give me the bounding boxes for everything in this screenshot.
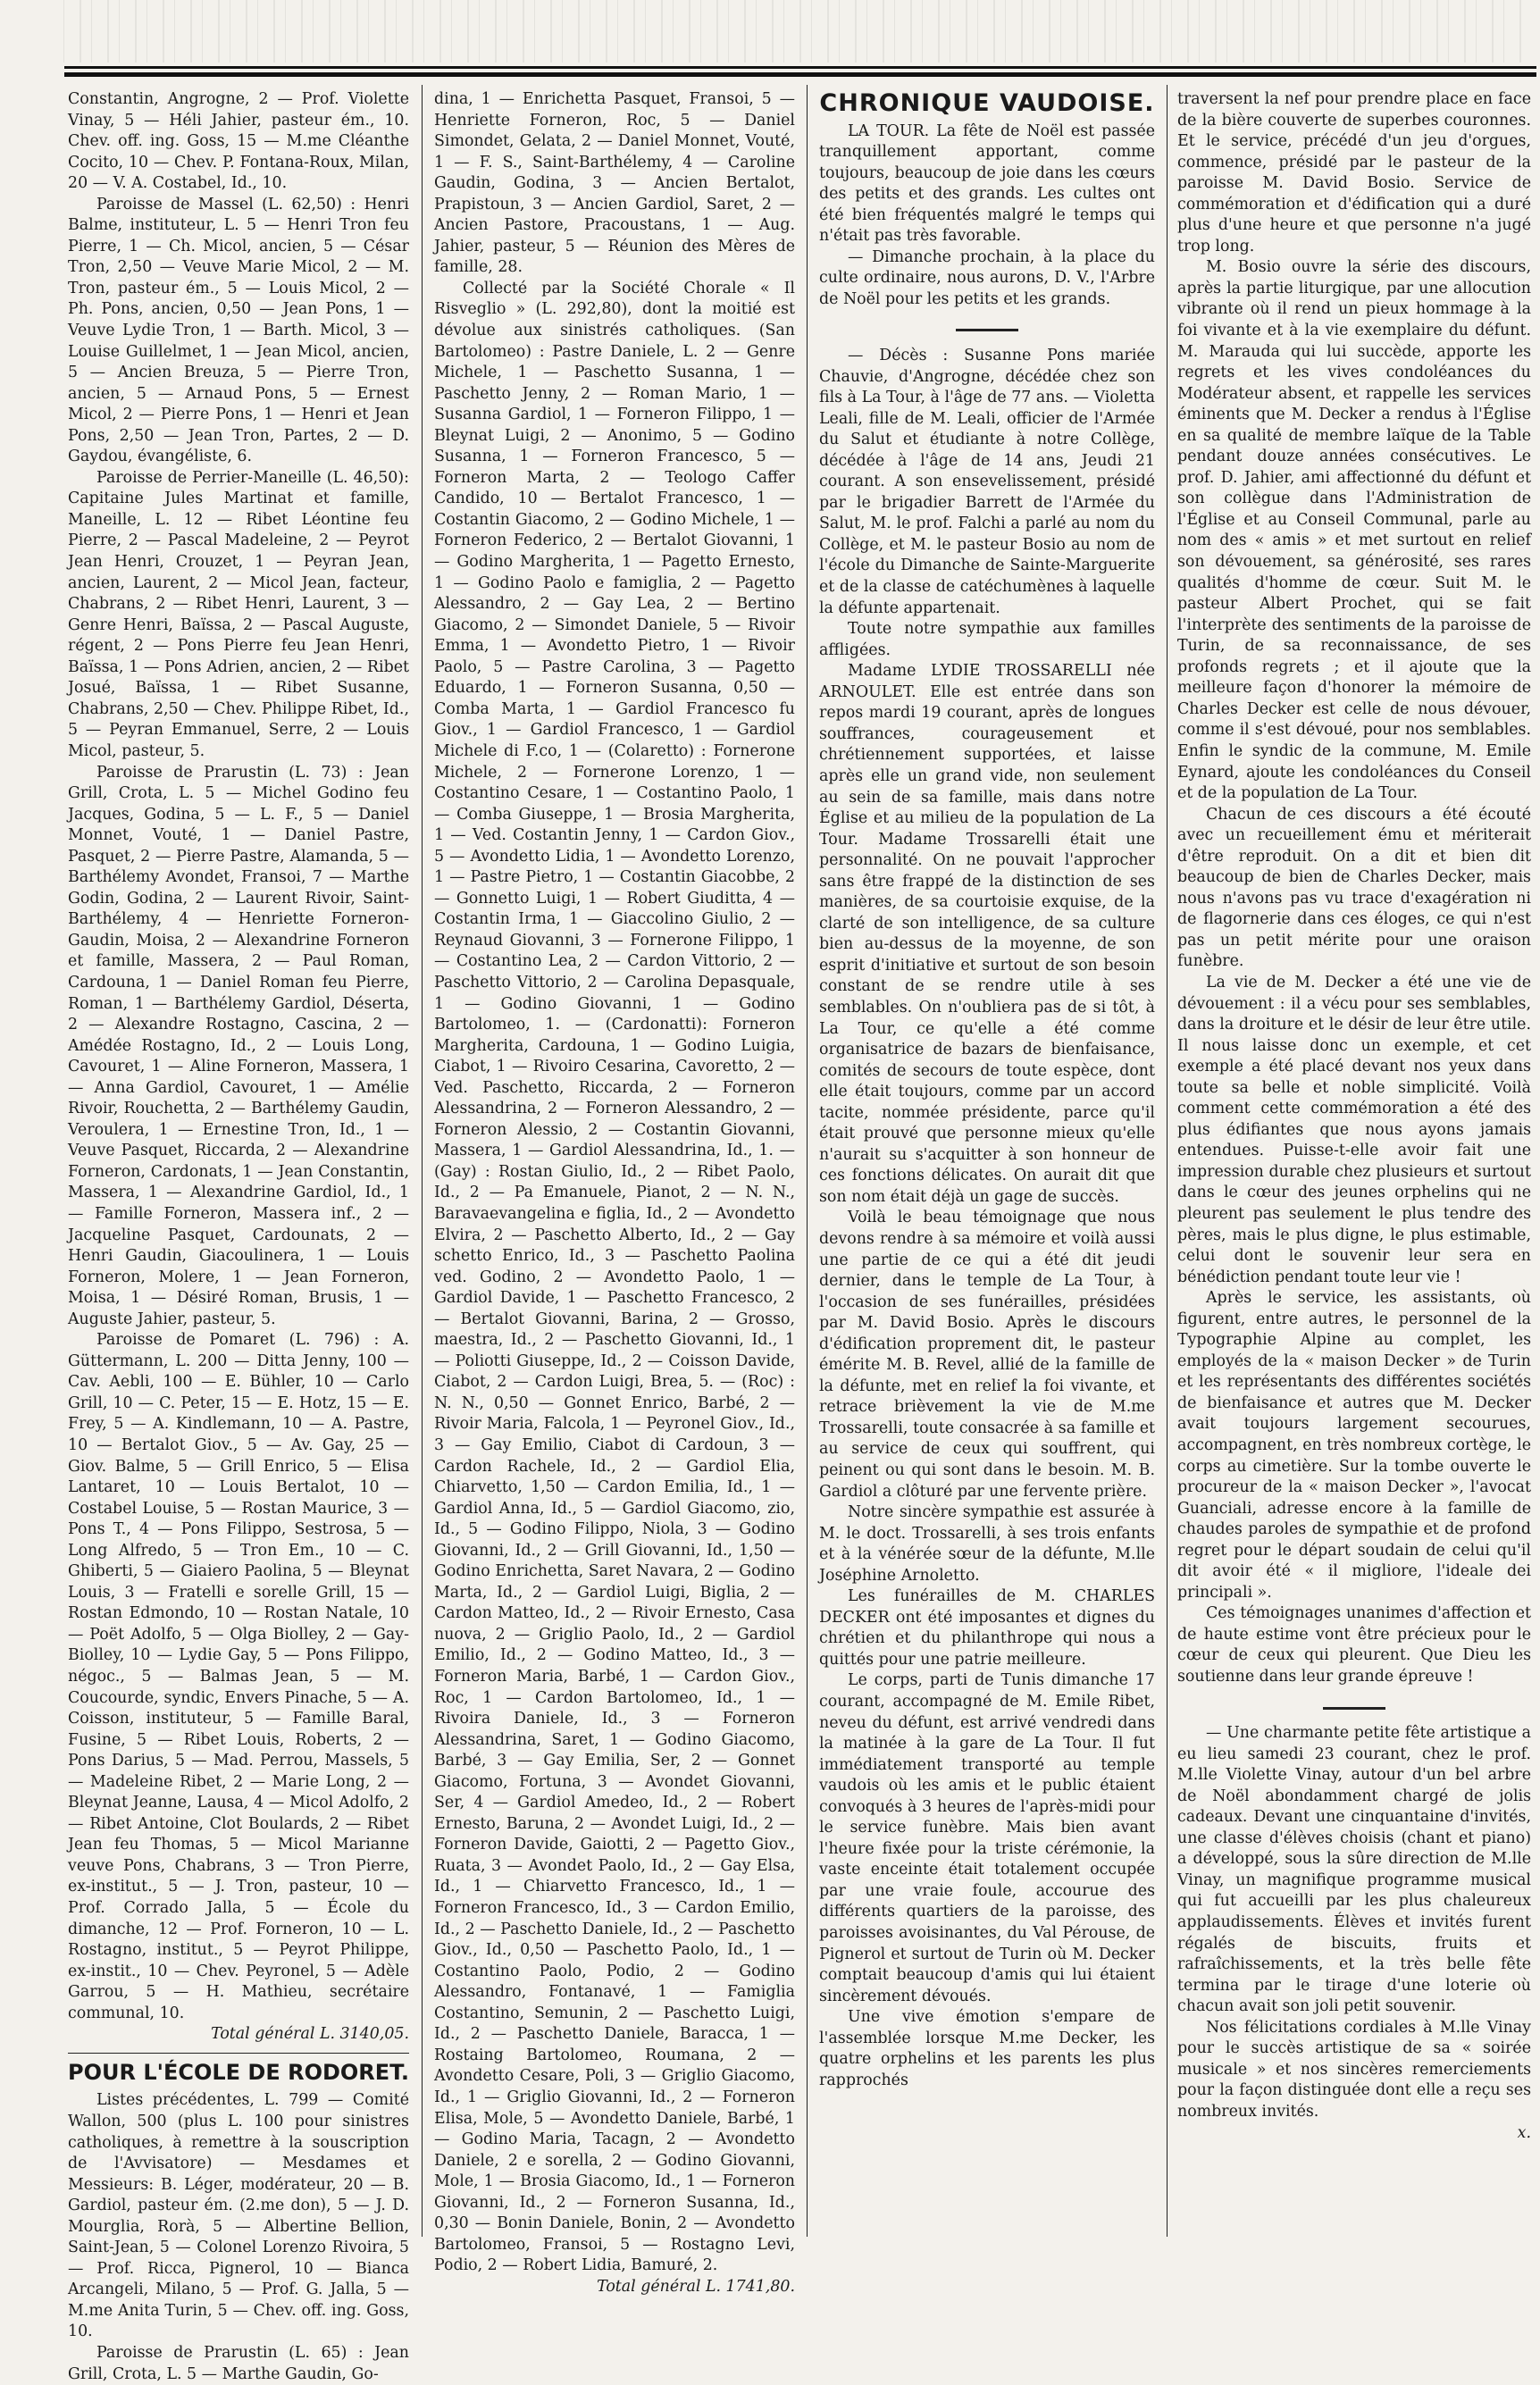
article-emotion: Une vive émotion s'empare de l'assemblée lorsque M.me Decker, les quatre orphelins et les parents les plus rapprochés (819, 2008, 1155, 2089)
column-rule-2 (807, 85, 808, 2237)
heading-chronique-vaudoise: CHRONIQUE VAUDOISE. (819, 89, 1155, 117)
article-nef: traversent la nef pour prendre place en face de la bière couverte de superbes couronnes. Et le service, précédé d'un jeu d'orgues, commence, présidé par le pasteur de la paroisse M. David Bosio. Service de commémoration et d'édification qui a duré plus d'une heure et que personne n'a jugé trop long. (1177, 90, 1531, 255)
article-petite-fete: — Une charmante petite fête artistique a eu lieu samedi 23 courant, chez le prof. M.lle Violette Vinay, autour d'un bel arbre de Noël abondamment chargé de jolis cadeaux. Devant une cinquantaine d'invités, une classe d'élèves choisis (chant et piano) a développé, sous la sûre direction de M.lle Vinay, un magnifique programme musical qui fut accueilli par les plus chaleureux applaudissements. Élèves et invités furent régalés de biscuits, fruits et rafraîchissements, et la très belle fête termina par le tirage d'une loterie où chacun avait son joli petit souvenir. (1177, 1724, 1531, 2016)
rodoret-prarustin: Paroisse de Prarustin (L. 65) : Jean Grill, Crota, L. 5 — Marthe Gaudin, Go- (68, 2343, 409, 2383)
article-sympathie: Toute notre sympathie aux familles affligées. (819, 620, 1155, 659)
article-arbre-noel: — Dimanche prochain, à la place du culte ordinaire, nous aurons, D. V., l'Arbre de Noël pour les petits et les grands. (819, 247, 1155, 308)
column-1 (68, 89, 410, 2383)
column-rule-3 (1167, 85, 1168, 2237)
article-sympathie-trossarelli: Notre sincère sympathie est assurée à M. le doct. Trossarelli, à ses trois enfants et à la vénérée sœur de la défunte, M.lle Joséphine Arnoletto. (819, 1503, 1155, 1585)
article-trossarelli: Madame LYDIE TROSSARELLI née ARNOULET. Elle est entrée dans son repos mardi 19 courant, après de longues souffrances, courageusement et chrétiennement supportées, et laisse après elle un grand vide, non seulement au sein de sa famille, mais dans notre Église et au milieu de la population de La Tour. Madame Trossarelli était une personnalité. On ne pouvait l'approcher sans être frappé de la distinction de ses manières, de sa courtoisie exquise, de la clarté de son intelligence, de sa culture bien au-dessus de la moyenne, de son esprit d'initiative et surtout de son besoin constant de se rendre utile à ses semblables. On n'oubliera pas de si tôt, à La Tour, ce qu'elle a été comme organisatrice de bazars de bienfaisance, comités de secours de toute espèce, dont elle était toujours, comme par un accord tacite, nommée présidente, parce qu'il était prouvé que personne mieux qu'elle n'aurait su s'acquitter à son honneur de ces fonctions délicates. On aurait dit que son nom était déjà un gage de succès. (819, 662, 1155, 1206)
donations-pomaret: Paroisse de Pomaret (L. 796) : A. Güttermann, L. 200 — Ditta Jenny, 100 — Cav. Aebli, 100 — E. Bühler, 10 — Carlo Grill, 10 — C. Peter, 15 — E. Hotz, 15 — E. Frey, 5 — A. Kindlemann, 10 — A. Pastre, 10 — Bertalot Giov., 5 — Av. Gay, 25 — Giov. Balme, 5 — Grill Enrico, 5 — Elisa Lantaret, 10 — Louis Bertalot, 10 — Costabel Louise, 5 — Rostan Maurice, 3 — Pons T., 4 — Pons Filippo, Sestrosa, 5 — Long Alfredo, 5 — Tron Em., 10 — C. Ghiberti, 5 — Giaiero Paolina, 5 — Bleynat Louis, 3 — Fratelli e sorelle Grill, 15 — Rostan Edmondo, 10 — Rostan Natale, 10 — Poët Adolfo, 5 — Olga Biolley, 2 — Gay-Biolley, 10 — Lydie Gay, 5 — Pons Filippo, négoc., 5 — Balmas Jean, 5 — M. Coucourde, syndic, Envers Pinache, 5 — A. Coisson, instituteur, 5 — Famille Baral, Fusine, 5 — Ribet Louis, Roberts, 2 — Pons Darius, 5 — Mad. Perrou, Massels, 5 — Madeleine Ribet, 2 — Marie Long, 2 — Bleynat Jeanne, Lausa, 4 — Micol Adolfo, 2 — Ribet Antoine, Clot Boulards, 2 — Ribet Jean feu Thomas, 5 — Micol Marianne veuve Pons, Chabrans, 3 — Tron Pierre, ex-institut., 5 — J. Tron, pasteur, 10 — Prof. Corrado Jalla, 5 — École du dimanche, 12 — Prof. Forneron, 10 — L. Rostagno, institut., 5 — Peyrot Philippe, ex-instit., 10 — Chev. Peyronel, 5 — Adèle Garrou, 5 — H. Mathieu, secrétaire communal, 10. (68, 1331, 409, 2022)
article-felicitations: Nos félicitations cordiales à M.lle Vinay pour le succès artistique de sa « soirée musicale » et nos sincères remerciements pour la façon distinguée dont elle a reçu ses nombreux invités. (1177, 2018, 1531, 2121)
total-general-1: Total général L. 3140,05. (211, 2025, 409, 2044)
donations-societe-chorale: Collecté par la Société Chorale « Il Risveglio » (L. 292,80), dont la moitié est dévolue aux sinistrés catholiques. (San Bartolomeo) : Pastre Daniele, L. 2 — Genre Michele, 1 — Paschetto Susanna, 1 — Paschetto Jenny, 2 — Roman Mario, 1 — Susanna Gardiol, 1 — Forneron Filippo, 1 — Bleynat Luigi, 2 — Anonimo, 5 — Godino Susanna, 1 — Forneron Francesco, 5 — Forneron Marta, 2 — Teologo Caffer Candido, 10 — Bertalot Francesco, 1 — Costantin Giacomo, 2 — Godino Michele, 1 — Forneron Federico, 2 — Bertalot Giovanni, 1 — Godino Margherita, 1 — Pagetto Ernesto, 1 — Godino Paolo e famiglia, 2 — Pagetto Alessandro, 2 — Gay Lea, 2 — Bertino Giacomo, 2 — Simondet Daniele, 5 — Rivoir Emma, 1 — Avondetto Pietro, 1 — Rivoir Paolo, 5 — Pastre Carolina, 3 — Pagetto Eduardo, 1 — Forneron Susanna, 0,50 — Comba Marta, 1 — Gardiol Francesco fu Giov., 1 — Gardiol Francesco, 1 — Gardiol Michele di F.co, 1 — (Colaretto) : Fornerone Michele, 2 — Fornerone Lorenzo, 1 — Costantino Cesare, 1 — Costantino Paolo, 1 — Comba Giuseppe, 1 — Brosia Margherita, 1 — Ved. Costantin Jenny, 1 — Cardon Giov., 5 — Avondetto Lidia, 1 — Avondetto Lorenzo, 1 — Pastre Pietro, 1 — Costantin Giacobbe, 2 — Gonnetto Luigi, 1 — Robert Giuditta, 4 — Costantin Irma, 1 — Giaccolino Giulio, 2 — Reynaud Giovanni, 3 — Fornerone Filippo, 1 — Costantino Lea, 2 — Cardon Vittorio, 2 — Paschetto Vittorio, 2 — Carolina Depasquale, 1 — Godino Giovanni, 1 — Godino Bartolomeo, 1. — (Cardonatti): Forneron Margherita, Cardouna, 1 — Godino Luigia, Ciabot, 1 — Rivoiro Cesarina, Cavoretto, 2 — Ved. Paschetto, Riccarda, 2 — Forneron Alessandrina, 2 — Forneron Alessandro, 2 — Forneron Alessio, 2 — Costantin Giovanni, Massera, 1 — Gardiol Alessandrina, Id., 1. — (Gay) : Rostan Giulio, Id., 2 — Ribet Paolo, Id., 2 — Pa Emanuele, Pianot, 2 — N. N., Baravaevangelina e figlia, Id., 2 — Avondetto Elvira, 2 — Paschetto Alberto, Id., 2 — Gay schetto Enrico, Id., 3 — Paschetto Paolina ved. Godino, 2 — Avondetto Paolo, 1 — Gardiol Davide, 1 — Paschetto Francesco, 2 — Bertalot Giovanni, Barina, 2 — Grosso, maestra, Id., 2 — Paschetto Giovanni, Id., 1 — Poliotti Giuseppe, Id., 2 — Coisson Davide, Ciabot, 2 — Cardon Luigi, Brea, 5. — (Roc) : N. N., 0,50 — Gonnet Enrico, Barbé, 2 — Rivoir Maria, Falcola, 1 — Peyronel Giov., Id., 3 — Gay Emilio, Ciabot di Cardoun, 3 — Cardon Rachele, Id., 2 — Gardiol Elia, Chiarvetto, 1,50 — Cardon Emilia, Id., 1 — Gardiol Anna, Id., 5 — Gardiol Giacomo, zio, Id., 5 — Godino Filippo, Niola, 3 — Godino Giovanni, Id., 2 — Grill Giovanni, Id., 1,50 — Godino Enrichetta, Saret Navara, 2 — Godino Marta, Id., 2 — Gardiol Luigi, Biglia, 2 — Cardon Matteo, Id., 2 — Rivoir Ernesto, Casa nuova, 2 — Griglio Paolo, Id., 2 — Gardiol Emilio, Id., 2 — Godino Matteo, Id., 3 — Forneron Maria, Barbé, 1 — Cardon Giov., Roc, 1 — Cardon Bartolomeo, Id., 1 — Rivoira Daniele, Id., 3 — Forneron Alessandrina, Saret, 1 — Godino Giacomo, Barbé, 3 — Gay Emilia, Ser, 2 — Gonnet Giacomo, Fortuna, 3 — Avondet Giovanni, Ser, 4 — Gardiol Amedeo, Id., 2 — Robert Ernesto, Baruna, 2 — Avondet Luigi, Id., 2 — Forneron Davide, Gaiotti, 2 — Pagetto Giov., Ruata, 3 — Avondet Paolo, Id., 2 — Gay Elsa, Id., 1 — Chiarvetto Francesco, Id., 1 — Forneron Francesco, Id., 3 — Cardon Emilio, Id., 2 — Paschetto Daniele, Id., 2 — Paschetto Giov., Id., 0,50 — Paschetto Paolo, Id., 1 — Costantino Paolo, Podio, 2 — Godino Alessandro, Fontanavé, 1 — Famiglia Costantino, Semunin, 2 — Paschetto Luigi, Id., 2 — Paschetto Daniele, Baracca, 1 — Rostaing Bartolomeo, Roumana, 2 — Avondetto Cesare, Poli, 3 — Griglio Giacomo, Id., 1 — Griglio Giovanni, Id., 2 — Forneron Elisa, Mole, 5 — Avondetto Daniele, Barbé, 1 — Godino Maria, Tacagn, 2 — Avondetto Daniele, 2 e sorella, 2 — Godino Giovanni, Mole, 1 — Brosia Giacomo, Id., 1 — Forneron Giovanni, Id., 2 — Forneron Susanna, Id., 0,30 — Bonin Daniele, Bonin, 2 — Avondetto Bartolomeo, Fransoi, 5 — Rostagno Levi, Podio, 2 — Robert Lidia, Bamuré, 2. (434, 279, 795, 2275)
section-separator (68, 2053, 409, 2054)
donations-perrier-maneille: Paroisse de Perrier-Maneille (L. 46,50): Capitaine Jules Martinat et famille, Maneille, L. 12 — Ribet Léontine feu Pierre, 2 — Pascal Madeleine, 2 — Peyrot Jean Henri, Crouzet, 1 — Peyran Jean, ancien, Laurent, 2 — Micol Jean, facteur, Chabrans, 2 — Ribet Henri, Laurent, 3 — Genre Henri, Baïssa, 2 — Pascal Auguste, régent, 2 — Pons Pierre feu Jean Henri, Baïssa, 1 — Pons Adrien, ancien, 2 — Ribet Josué, Baïssa, 1 — Ribet Susanne, Chabrans, 2,50 — Chev. Philippe Ribet, Id., 5 — Peyran Emmanuel, Serre, 2 — Louis Micol, pasteur, 5. (68, 468, 409, 760)
article-corps-decker: Le corps, parti de Tunis dimanche 17 courant, accompagné de M. Emile Ribet, neveu du défunt, est arrivé vendredi dans la matinée à la gare de La Tour. Il fut immédiatement transporté au temple vaudois où les amis et le public étaient convoqués à 3 heures de l'après-midi pour le service funèbre. Mais bien avant l'heure fixée pour la triste cérémonie, la vaste enceinte était totalement occupée par une vraie foule, accourue des différents quartiers de la paroisse, des paroisses avoisinantes, du Val Pérouse, de Pignerol et surtout de Turin où M. Decker comptait beaucoup d'amis qui lui étaient sincèrement dévoués. (819, 1671, 1155, 2005)
article-recueillement: Chacun de ces discours a été écouté avec un recueillement ému et mériterait d'être reproduit. On a dit et bien dit beaucoup de bien de Charles Decker, mais nous n'avons pas vu trace d'exagération ni de flagornerie dans ces éloges, ce qui n'est pas un petit mérite pour une oraison funèbre. (1177, 805, 1531, 971)
page-header-noise (54, 0, 1531, 63)
column-rule-1 (422, 85, 423, 2237)
article-funerailles-decker: Les funérailles de M. CHARLES DECKER ont été imposantes et dignes du chrétien et du philanthrope qui nous a quittés pour une patrie meilleure. (819, 1587, 1155, 1669)
article-signature: x. (1517, 2123, 1531, 2142)
total-general-2: Total général L. 1741,80. (597, 2277, 795, 2296)
rodoret-list: Listes précédentes, L. 799 — Comité Wallon, 500 (plus L. 100 pour sinistres catholiques, à remettre à la souscription de l'Avvisatore) — Mesdames et Messieurs: B. Léger, modérateur, 20 — B. Gardiol, pasteur ém. (2.me don), 5 — J. D. Mourglia, Rorà, 5 — Albertine Bellion, Saint-Jean, 5 — Colonel Lorenzo Rivoira, 5 — Prof. Ricca, Pignerol, 10 — Bianca Arcangeli, Milano, 5 — Prof. G. Jalla, 5 — M.me Anita Turin, 5 — Chev. off. ing. Goss, 10. (68, 2091, 409, 2341)
short-separator-2 (1177, 1695, 1531, 1717)
donations-continued: dina, 1 — Enrichetta Pasquet, Fransoi, 5 — Henriette Forneron, Roc, 5 — Daniel Simondet, Gelata, 2 — Daniel Monnet, Vouté, 1 — F. S., Saint-Barthélemy, 4 — Caroline Gaudin, Godina, 3 — Ancien Bertalot, Prapistoun, 3 — Ancien Gardiol, Saret, 2 — Ancien Pastore, Pracoustans, 1 — Aug. Jahier, pasteur, 5 — Réunion des Mères de famille, 28. (434, 90, 795, 277)
article-temoignage: Voilà le beau témoignage que nous devons rendre à sa mémoire et voilà aussi une partie de ce qui a été dit jeudi dernier, dans le temple de La Tour, à l'occasion de ses funérailles, présidées par M. David Bosio. Après le discours d'édification proprement dit, le pasteur émérite M. B. Revel, allié de la famille de la défunte, met en relief la foi vivante, et retrace brièvement la vie de M.me Trossarelli, toute consacrée à sa famille et au service de ceux qui souffrent, qui peinent ou qui sont dans le besoin. M. B. Gardiol a clôturé par une fervente prière. (819, 1209, 1155, 1501)
article-discours: M. Bosio ouvre la série des discours, après la partie liturgique, par une allocution vibrante où il rend un pieux hommage à la foi vivante et à la vie exemplaire du défunt. M. Marauda qui lui succède, apporte les regrets et les vives condoléances du Modérateur absent, et rappelle les services éminents que M. Decker a rendus à l'Église en sa qualité de membre laïque de la Table pendant douze années consécutives. Le prof. D. Jahier, ami affectionné du défunt et son collègue dans l'Administration de l'Église et au Conseil Communal, parle au nom des « amis » et met surtout en relief son dévouement, sa générosité, ses rares qualités d'homme de cœur. Suit M. le pasteur Albert Prochet, qui se fait l'interprète des sentiments de la paroisse de Turin, de sa reconnaissance, de ses profonds regrets ; et il ajoute que la meilleure façon d'honorer la mémoire de Charles Decker est celle de nous dévouer, comme il s'est dévoué, pour nos semblables. Enfin le syndic de la commune, M. Emile Eynard, ajoute les condoléances du Conseil et de la population de La Tour. (1177, 258, 1531, 803)
article-vie-decker: La vie de M. Decker a été une vie de dévouement : il a vécu pour ses semblables, dans la droiture et le désir de leur être utile. Il nous laisse donc un exemple, et cet exemple a été placé devant nos yeux dans toute sa belle et noble simplicité. Voilà comment cette commémoration a été des plus édifiantes que nous ayons jamais entendues. Puisse-t-elle avoir fait une impression durable chez plusieurs et surtout dans le cœur des jeunes orphelins qui ne pleurent pas seulement le plus tendre des pères, mais le plus digne, le plus estimable, celui dont le souvenir leur sera en bénédiction pendant toute leur vie ! (1177, 973, 1531, 1286)
article-temoignages: Ces témoignages unanimes d'affection et de haute estime vont être précieux pour le cœur de ceux qui pleurent. Que Dieu les soutienne dans leur grande épreuve ! (1177, 1604, 1531, 1686)
heading-ecole-rodoret: POUR L'ÉCOLE DE RODORET. (68, 2059, 410, 2085)
donations-massel: Paroisse de Massel (L. 62,50) : Henri Balme, instituteur, L. 5 — Henri Tron feu Pierre, 1 — Ch. Micol, ancien, 5 — César Tron, 2,50 — Veuve Marie Micol, 2 — M. Tron, pasteur ém., 5 — Louis Micol, 2 — Ph. Pons, ancien, 0,50 — Jean Pons, 1 — Veuve Lydie Tron, 1 — Barth. Micol, 3 — Louise Guillelmet, 1 — Jean Micol, ancien, 5 — Ancien Breuza, 5 — Pierre Tron, ancien, 5 — Arnaud Pons, 5 — Ernest Micol, 2 — Pierre Pons, 1 — Henri et Jean Pons, 2,50 — Jean Tron, Partes, 2 — D. Gaydou, évangéliste, 6. (68, 195, 409, 466)
column-2 (434, 89, 795, 2296)
article-deces: — Décès : Susanne Pons mariée Chauvie, d'Angrogne, décédée chez son fils à La Tour, à l'âge de 77 ans. — Violetta Leali, fille de M. Leali, officier de l'Armée du Salut et étudiante à notre Collège, décédée à l'âge de 14 ans, Jeudi 21 courant. A son ensevelissement, présidé par le brigadier Barrett de l'Armée du Salut, M. le prof. Falchi a parlé au nom du Collège, et M. le pasteur Bosio au nom de l'école du Dimanche de Sainte-Marguerite et de la classe de catéchumènes à laquelle la défunte appartenait. (819, 347, 1155, 617)
article-cortege: Après le service, les assistants, où figurent, entre autres, le personnel de la Typographie Alpine au complet, les employés de la « maison Decker » de Turin et les représentants des différentes sociétés de bienfaisance et autres que M. Decker avait toujours largement secourues, accompagnent, en très nombreux cortège, le corps au cimetière. Sur la tombe ouverte le procureur de la « maison Decker », l'avocat Guanciali, adresse encore à la famille de chaudes paroles de sympathie et de profond regret pour le départ soudain de celui qu'il dit avoir été « il migliore, l'ideale dei principali ». (1177, 1289, 1531, 1602)
donations-prarustin: Paroisse de Prarustin (L. 73) : Jean Grill, Crota, L. 5 — Michel Godino feu Jacques, Godina, 5 — L. F., 5 — Daniel Monnet, Vouté, 1 — Daniel Pastre, Pasquet, 2 — Pierre Pastre, Alamanda, 5 — Barthélemy Avondet, Fransoi, 7 — Marthe Godin, Godina, 2 — Laurent Rivoir, Saint-Barthélemy, 4 — Henriette Forneron-Gaudin, Moisa, 2 — Alexandrine Forneron et famille, Massera, 2 — Paul Roman, Cardouna, 1 — Daniel Roman feu Pierre, Roman, 1 — Barthélemy Gardiol, Déserta, 2 — Alexandre Rostagno, Cascina, 2 — Amédée Rostagno, Id., 2 — Louis Long, Cavouret, 1 — Aline Forneron, Massera, 1 — Anna Gardiol, Cavouret, 1 — Amélie Rivoir, Rouchetta, 2 — Barthélemy Gaudin, Veroulera, 1 — Ernestine Tron, Id., 1 — Veuve Pasquet, Riccarda, 2 — Alexandrine Forneron, Cardonats, 1 — Jean Constantin, Massera, 1 — Alexandrine Gardiol, Id., 1 — Famille Forneron, Massera inf., 2 — Jacqueline Pasquet, Cardounats, 2 — Henri Gaudin, Giacoulinera, 1 — Louis Forneron, Molere, 1 — Jean Forneron, Moisa, 1 — Désiré Roman, Brusis, 1 — Auguste Jahier, pasteur, 5. (68, 763, 409, 1328)
column-3 (819, 89, 1155, 2251)
donation-list-intro: Constantin, Angrogne, 2 — Prof. Violette Vinay, 5 — Héli Jahier, pasteur ém., 10. Chev. off. ing. Goss, 15 — M.me Cléanthe Cocito, 10 — Chev. P. Fontana-Roux, Milan, 20 — V. A. Costabel, Id., 10. (68, 90, 409, 193)
top-rule-thin (64, 66, 1536, 69)
article-la-tour-noel: LA TOUR. La fête de Noël est passée tranquillement apportant, comme toujours, beaucoup de joie dans les cœurs des petits et des grands. Les cultes ont été bien fréquentés malgré le temps qui n'était pas très favorable. (819, 121, 1155, 246)
column-4 (1177, 89, 1531, 2251)
short-separator (819, 317, 1155, 339)
top-rule-thick (64, 72, 1536, 77)
